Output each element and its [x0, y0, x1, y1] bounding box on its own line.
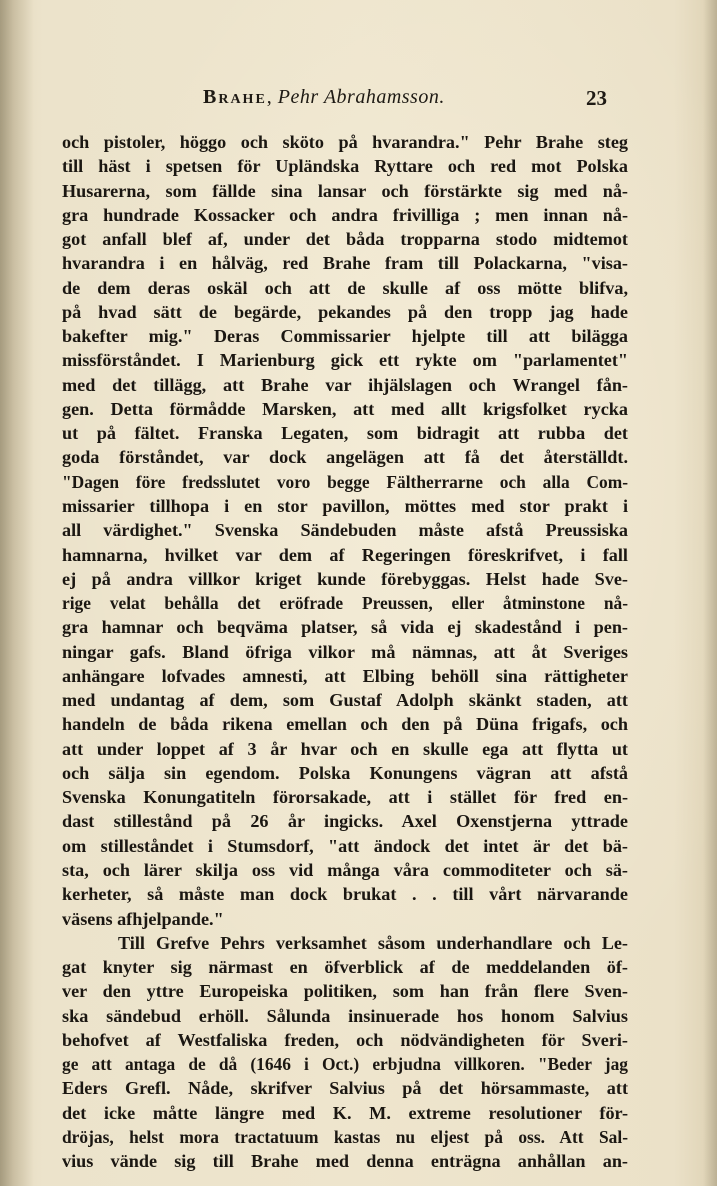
body-text	[62, 130, 628, 1173]
running-head-surname: Brahe	[203, 86, 267, 108]
text-line: med det tillägg, att Brahe var ihjälslagen och Wrangel fån-	[62, 374, 628, 395]
text-line: all värdighet." Svenska Sändebuden måste afstå Preussiska	[62, 520, 628, 541]
page-number: 23	[586, 86, 607, 110]
text-line: kerheter, så måste man dock brukat . . till vårt närvarande	[62, 884, 628, 905]
text-line: Eders Grefl. Nåde, skrifver Salvius på det hörsammaste, att	[62, 1078, 628, 1099]
text-line: got anfall blef af, under det båda tropparna stodo midtemot	[62, 229, 628, 250]
text-line: ska sändebud erhöll. Sålunda insinuerade hos honom Salvius	[62, 1005, 628, 1026]
text-line: bakefter mig." Deras Commissarier hjelpte till att bilägga	[62, 326, 628, 347]
text-line: ver den yttre Europeiska politiken, som han från flere Sven-	[62, 981, 628, 1002]
text-line: dröjas, helst mora tractatuum kastas nu eljest på oss. Att Sal-	[62, 1126, 628, 1147]
text-line: vius vände sig till Brahe med denna enträgna anhållan an-	[62, 1151, 628, 1172]
text-line: missförståndet. I Marienburg gick ett rykte om "parlamentet"	[62, 350, 628, 371]
running-head-separator: ,	[266, 86, 273, 108]
text-line: Svenska Konungatiteln förorsakade, att i stället för fred en-	[62, 787, 628, 808]
text-line: "Dagen före fredsslutet voro begge Fältherrarne och alla Com-	[62, 471, 628, 492]
running-head-title	[203, 86, 445, 109]
text-line: väsens afhjelpande."	[62, 908, 224, 929]
text-line: sta, och lärer skilja oss vid många våra commoditeter och sä-	[62, 859, 628, 880]
text-line: ningar gafs. Bland öfriga vilkor må nämnas, att åt Sveriges	[62, 641, 628, 662]
text-line: behofvet af Westfaliska freden, och nödvändigheten för Sveri-	[62, 1029, 628, 1050]
text-line: ej på andra villkor kriget kunde förebyggas. Helst hade Sve-	[62, 568, 628, 589]
text-line: anhängare lofvades amnesti, att Elbing behöll sina rättigheter	[62, 665, 628, 686]
text-line: dast stillestånd på 26 år ingicks. Axel Oxenstjerna yttrade	[62, 811, 628, 832]
text-line: ut på fältet. Franska Legaten, som bidragit att rubba det	[62, 423, 628, 444]
running-head-name: Pehr Abrahamsson.	[277, 86, 445, 108]
text-line: rige velat behålla det eröfrade Preussen, eller åtminstone nå-	[62, 593, 628, 614]
text-line: det icke måtte längre med K. M. extreme resolutioner för-	[62, 1102, 628, 1123]
binding-shadow	[0, 0, 34, 1186]
text-line: och pistoler, höggo och sköto på hvarandra." Pehr Brahe steg	[62, 132, 628, 152]
text-line: på hvad sätt de begärde, pekandes på den tropp jag hade	[62, 301, 628, 322]
text-line: och sälja sin egendom. Polska Konungens vägran att afstå	[62, 762, 628, 783]
text-line: goda förståndet, var dock angelägen att få det återställdt.	[62, 447, 628, 468]
text-line: hvarandra i en hålväg, red Brahe fram till Polackarna, "visa-	[62, 253, 628, 274]
text-line: gen. Detta förmådde Marsken, att med allt krigsfolket rycka	[62, 398, 628, 419]
text-line: att under loppet af 3 år hvar och en skulle ega att flytta ut	[62, 738, 628, 759]
text-line: gra hamnar och beqväma platser, så vida ej skadestånd i pen-	[62, 617, 628, 638]
text-line: gat knyter sig närmast en öfverblick af de meddelanden öf-	[62, 957, 628, 978]
text-line: de dem deras oskäl och att de skulle af oss mötte blifva,	[62, 277, 628, 298]
page-edge-shadow	[703, 0, 717, 1186]
text-line: handeln de båda rikena emellan och den på Düna frigafs, och	[62, 714, 628, 735]
text-line: Till Grefve Pehrs verksamhet såsom underhandlare och Le-	[118, 932, 628, 953]
text-line: om stilleståndet i Stumsdorf, "att ändock det intet är det bä-	[62, 835, 628, 856]
text-line: missarier tillhopa i en stor pavillon, möttes med stor prakt i	[62, 495, 628, 516]
text-line: hamnarna, hvilket var dem af Regeringen föreskrifvet, i fall	[62, 544, 628, 565]
text-line: ge att antaga de då (1646 i Oct.) erbjudna villkoren. "Beder jag	[62, 1054, 628, 1075]
text-line: Husarerna, som fällde sina lansar och förstärkte sig med nå-	[62, 180, 628, 201]
running-header	[0, 86, 717, 120]
text-line: gra hundrade Kossacker och andra frivilliga ; men innan nå-	[62, 204, 628, 225]
text-line: med undantag af dem, som Gustaf Adolph skänkt staden, att	[62, 690, 628, 711]
text-line: till häst i spetsen för Upländska Ryttare och red mot Polska	[62, 156, 628, 177]
